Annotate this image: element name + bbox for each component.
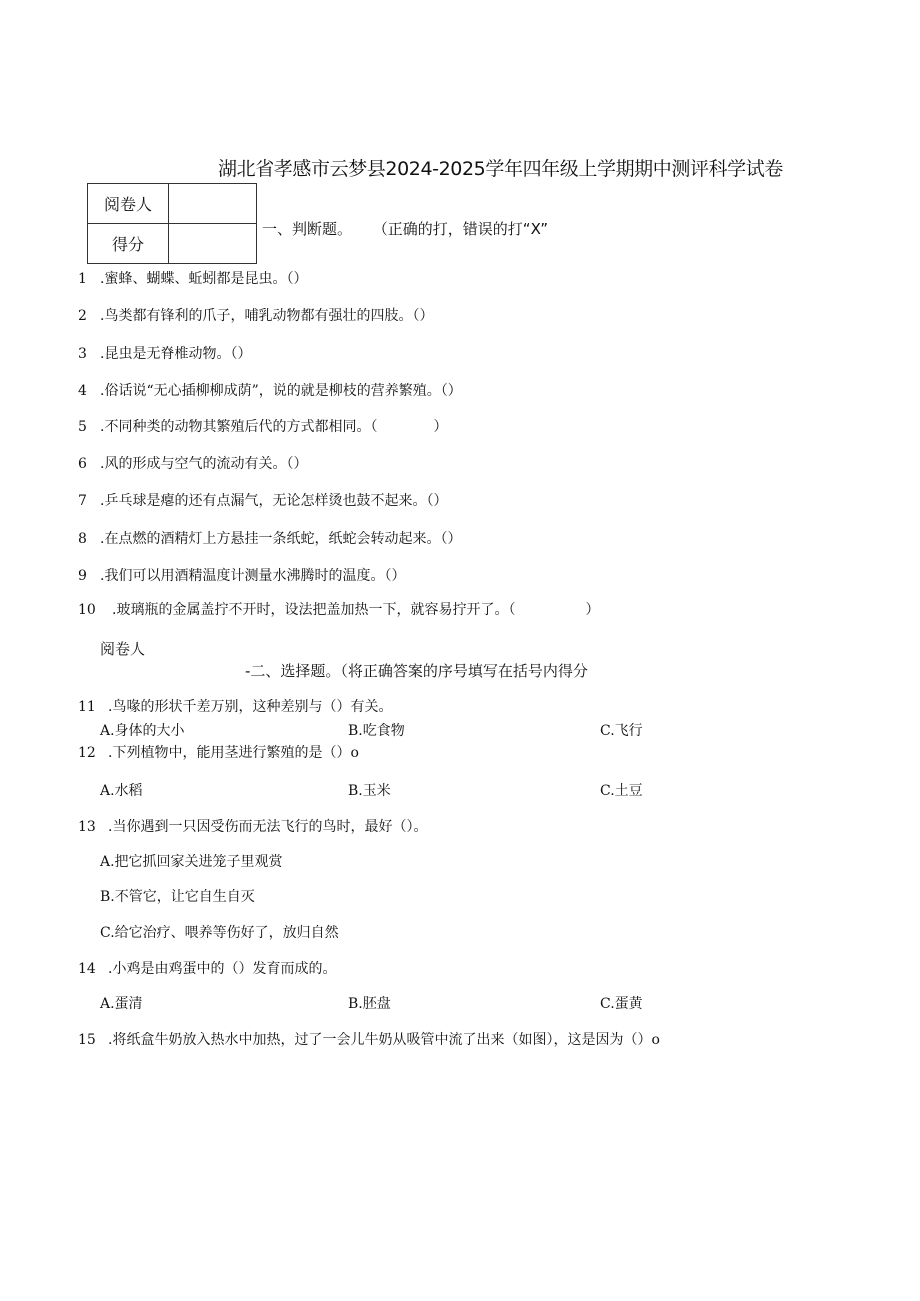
question-number: 8 [78,531,87,547]
option-c[interactable]: C.蛋黄 [600,996,643,1012]
choice-question-13 [78,816,427,836]
choice-question-11 [78,696,392,716]
score-table [87,183,257,264]
judge-question-9 [78,565,405,585]
question-text: .当你遇到一只因受伤而无法飞行的鸟时，最好（）。 [108,819,428,835]
option-a[interactable]: A.水稻 [100,783,143,799]
choice-question-14 [78,958,336,978]
score-cell[interactable] [169,224,257,264]
judge-question-10 [78,599,599,619]
judge-question-4 [78,380,462,400]
section1-note: （正确的打，错误的打“X” [372,220,549,238]
question-number: 3 [78,346,87,362]
question-text: .风的形成与空气的流动有关。（） [100,456,308,472]
question-text: .乒乓球是瘪的还有点漏气，无论怎样烫也鼓不起来。（） [100,493,448,509]
question-text: .我们可以用酒精温度计测量水沸腾时的温度。（） [100,568,406,584]
question-number: 1 [78,271,87,287]
question-text: .昆虫是无脊椎动物。（） [100,346,252,362]
question-text: .俗话说“无心插柳柳成荫”，说的就是柳枝的营养繁殖。（） [100,383,462,399]
question-text: .在点燃的酒精灯上方悬挂一条纸蛇，纸蛇会转动起来。（） [100,531,462,547]
option-b[interactable]: B.玉米 [348,783,391,799]
judge-question-3 [78,343,251,363]
question-text: .蜜蜂、蝴蝶、蚯蚓都是昆虫。（） [100,271,308,287]
section2-reviewer-label: 阅卷人 [100,640,146,658]
option-a[interactable]: A.身体的大小 [100,723,185,739]
question-text: .玻璃瓶的金属盖拧不开时，设法把盖加热一下，就容易拧开了。（ ） [112,602,600,618]
option-c[interactable]: C.飞行 [600,723,643,739]
option-a[interactable]: A.蛋清 [100,996,143,1012]
question-text: .将纸盒牛奶放入热水中加热，过了一会儿牛奶从吸管中流了出来（如图），这是因为（）o [108,1032,660,1048]
option-a[interactable]: A.把它抓回家关进笼子里观赏 [100,854,283,870]
judge-question-8 [78,528,461,548]
judge-question-2 [78,305,433,325]
question-number: 7 [78,493,87,509]
question-number: 14 [78,961,96,977]
choice-question-12 [78,742,359,762]
question-number: 12 [78,745,96,761]
option-b[interactable]: B.吃食物 [348,723,405,739]
question-number: 10 [78,602,96,618]
page-title: 湖北省孝感市云梦县2024-2025学年四年级上学期期中测评科学试卷 [218,158,783,180]
question-text: .不同种类的动物其繁殖后代的方式都相同。（ ） [100,419,448,435]
option-c[interactable]: C.给它治疗、喂养等伤好了，放归自然 [100,925,339,941]
reviewer-label: 阅卷人 [88,184,169,224]
question-number: 5 [78,419,87,435]
judge-question-7 [78,490,447,510]
question-text: .鸟喙的形状千差万别，这种差别与（）有关。 [108,699,393,715]
question-number: 6 [78,456,87,472]
question-number: 11 [78,699,96,715]
option-c[interactable]: C.土豆 [600,783,643,799]
reviewer-cell[interactable] [169,184,257,224]
option-b[interactable]: B.胚盘 [348,996,391,1012]
score-label: 得分 [88,224,169,264]
question-number: 4 [78,383,87,399]
section1-heading [262,218,548,239]
question-text: .下列植物中，能用茎进行繁殖的是（）o [108,745,359,761]
judge-question-5 [78,416,447,436]
choice-question-15 [78,1029,660,1049]
question-text: .鸟类都有锋利的爪子，哺乳动物都有强壮的四肢。（） [100,308,434,324]
option-b[interactable]: B.不管它，让它自生自灭 [100,889,255,905]
section1-title: 一、判断题。 [262,220,353,238]
question-number: 13 [78,819,96,835]
question-number: 2 [78,308,87,324]
judge-question-1 [78,268,307,288]
section2-heading: -二、选择题。（将正确答案的序号填写在括号内得分 [245,662,588,680]
judge-question-6 [78,453,307,473]
question-number: 9 [78,568,87,584]
question-text: .小鸡是由鸡蛋中的（）发育而成的。 [108,961,337,977]
question-number: 15 [78,1032,96,1048]
